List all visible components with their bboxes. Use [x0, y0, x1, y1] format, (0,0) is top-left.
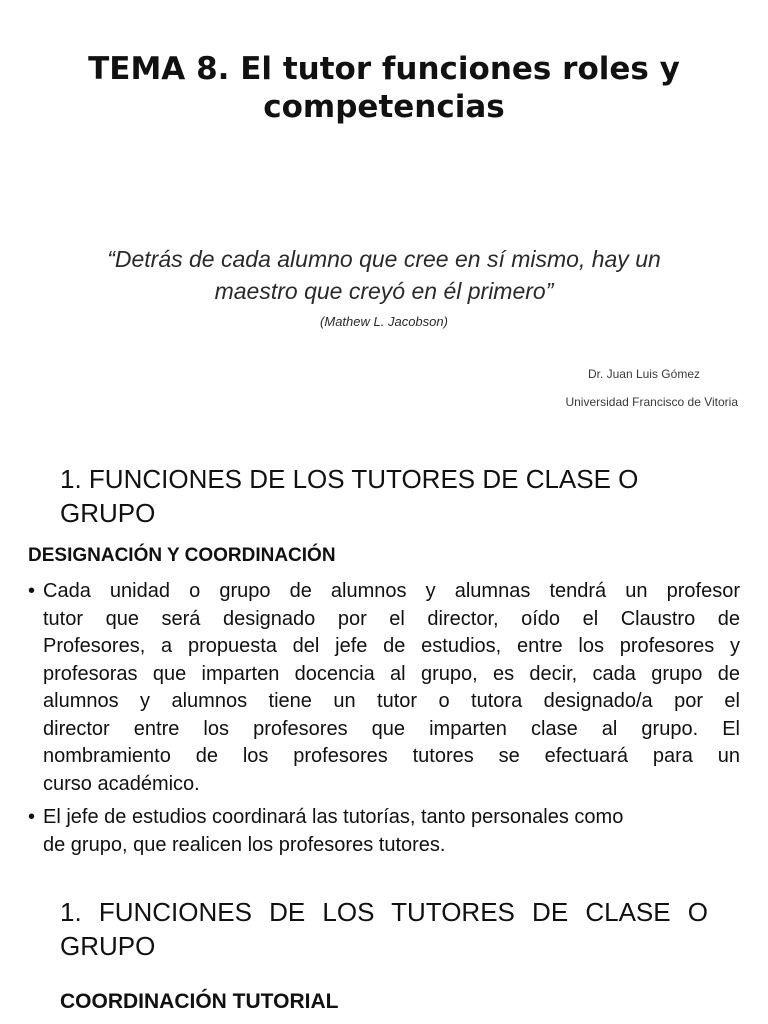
author-university: Universidad Francisco de Vitoria — [565, 395, 738, 409]
bullet-line: curso académico. — [43, 772, 200, 795]
section-heading-repeat — [60, 895, 708, 963]
bullet-line: tutor que será designado por el director, oído el Claustro de — [43, 607, 740, 630]
bullet-line: profesoras que imparten docencia al grupo, es decir, cada grupo de — [43, 662, 740, 685]
section-subheading: DESIGNACIÓN Y COORDINACIÓN — [28, 545, 336, 566]
bullet-marker: • — [28, 806, 36, 828]
bullet-line: director entre los profesores que imparten clase al grupo. El — [43, 717, 740, 740]
main-title — [0, 50, 768, 126]
bullet-line: de grupo, que realicen los profesores tutores. — [43, 833, 446, 856]
quote-line-2: maestro que creyó en él primero” — [214, 278, 554, 304]
main-title-line-1: TEMA 8. El tutor funciones roles y — [88, 51, 680, 87]
section-heading-repeat-line-2: GRUPO — [60, 931, 156, 961]
section-heading-repeat-line-1: 1. FUNCIONES DE LOS TUTORES DE CLASE O — [60, 897, 708, 927]
bullet-line: El jefe de estudios coordinará las tutorías, tanto personales como — [43, 806, 624, 828]
bullet-line: Profesores, a propuesta del jefe de estudios, entre los profesores y — [43, 635, 740, 657]
title-slide — [0, 0, 768, 430]
bullet-line: nombramiento de los profesores tutores se efectuará para un — [43, 745, 740, 767]
section-heading-line-1: 1. FUNCIONES DE LOS TUTORES DE CLASE O — [60, 464, 639, 494]
coordination-subheading: COORDINACIÓN TUTORIAL — [60, 990, 339, 1013]
quote-author: (Mathew L. Jacobson) — [320, 314, 448, 329]
quote-line-1: “Detrás de cada alumno que cree en sí mismo, hay un — [107, 246, 661, 272]
section-heading — [60, 462, 700, 530]
bullet-list — [28, 578, 740, 865]
quote — [0, 243, 768, 307]
bullet-item — [28, 578, 740, 798]
main-title-line-2: competencias — [263, 89, 505, 125]
bullet-line: Cada unidad o grupo de alumnos y alumnas tendrá un profesor — [43, 580, 740, 602]
bullet-marker: • — [28, 580, 36, 602]
section-heading-line-2: GRUPO — [60, 498, 156, 528]
author-name: Dr. Juan Luis Gómez — [587, 367, 700, 381]
bullet-line: alumnos y alumnos tiene un tutor o tutora designado/a por el — [43, 690, 740, 712]
bullet-item — [28, 804, 740, 859]
